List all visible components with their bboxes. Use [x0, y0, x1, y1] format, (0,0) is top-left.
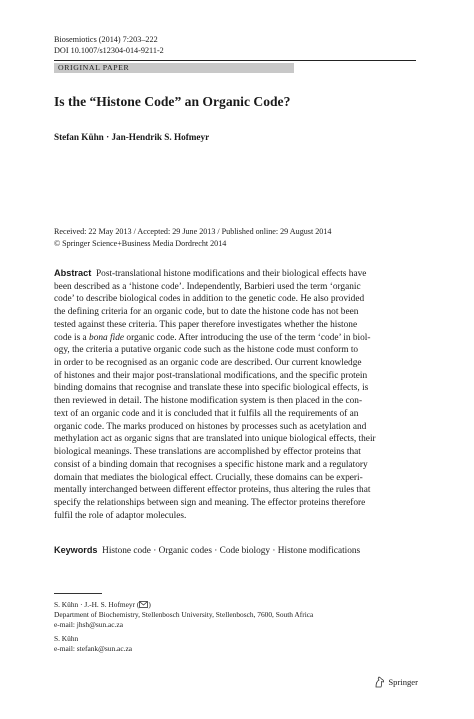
publisher-name: Springer — [388, 677, 418, 687]
journal-info — [54, 34, 164, 56]
section-label: ORIGINAL PAPER — [58, 63, 130, 72]
abstract-line: organic code. The marks produced on histones by processes such as acetylation and — [54, 421, 367, 432]
footnote-affiliation: Department of Biochemistry, Stellenbosch University, Stellenbosch, 7600, South Africa — [54, 610, 314, 619]
abstract-line: mentally interchanged between different effector proteins, thus altering the rules that — [54, 485, 371, 496]
abstract-line: in order to be recognised as an organic code are described. Our current knowledge — [54, 358, 362, 369]
footnote-email-2: e-mail: stefank@sun.ac.za — [54, 644, 133, 653]
abstract-line: methylation act as organic signs that are translated into unique biological effects, their — [54, 434, 376, 445]
article-title: Is the “Histone Code” an Organic Code? — [54, 94, 291, 109]
abstract-line: specify the relationships between sign and meaning. The effector proteins therefore — [54, 497, 366, 508]
abstract-line: code’ to describe biological codes in addition to the genetic code. He also provided — [54, 294, 365, 305]
bona-fide-italic: bona fide — [89, 332, 125, 343]
abstract-line: binding domains that recognise and translate these into specific biological effects, is — [54, 383, 369, 394]
abstract-line: code is a bona fide organic code. After introducing the use of the term ‘code’ in biol- — [54, 332, 371, 343]
keywords-label: Keywords — [54, 545, 98, 555]
abstract-line: of histones and their major post-translational modifications, and the specific protein — [54, 370, 368, 381]
abstract-line: tested against these criteria. This paper therefore investigates whether the histone — [54, 319, 358, 330]
abstract-line: text of an organic code and it is concluded that it fulfils all the requirements of an — [54, 408, 359, 419]
abstract-line: the defining criteria for an organic code, but to date the histone code has not been — [54, 307, 359, 318]
abstract-line: Abstract Post-translational histone modifications and their biological effects have — [54, 268, 367, 279]
springer-horse-logo — [374, 676, 385, 688]
journal-citation: Biosemiotics (2014) 7:203–222 — [54, 35, 158, 44]
keywords-list: Histone code · Organic codes · Code biology · Histone modifications — [102, 546, 361, 556]
footnote-rule — [54, 593, 102, 594]
header-rule — [54, 60, 416, 61]
footnote-email-1: e-mail: jhsh@sun.ac.za — [54, 620, 123, 629]
publication-dates — [54, 226, 331, 250]
abstract-line: ogy, the criteria a putative organic code such as the histone code must conform to — [54, 345, 359, 356]
abstract-line: then reviewed in detail. The histone modification system is then placed in the con- — [54, 396, 363, 407]
abstract-line: domain that mediates the biological effect. Crucially, these domains can be experi- — [54, 472, 363, 483]
abstract-line: biological meanings. These translations are accomplished by effector proteins that — [54, 447, 361, 458]
copyright-line: © Springer Science+Business Media Dordrecht 2014 — [54, 239, 227, 248]
abstract-label: Abstract — [54, 268, 92, 278]
abstract-line: been described as a ‘histone code’. Independently, Barbieri used the term ‘organic — [54, 281, 361, 292]
footnote-name-2: S. Kühn — [54, 634, 79, 643]
abstract — [54, 267, 416, 522]
keywords — [54, 544, 360, 557]
history-dates: Received: 22 May 2013 / Accepted: 29 June 2013 / Published online: 29 August 2014 — [54, 227, 332, 236]
abstract-line: fulfil the role of adaptor molecules. — [54, 510, 187, 521]
abstract-line: consist of a binding domain that recognises a specific histone mark and a regulatory — [54, 459, 368, 470]
publisher-mark — [374, 676, 418, 688]
article-authors: Stefan Kühn · Jan-Hendrik S. Hofmeyr — [54, 132, 210, 142]
journal-doi: DOI 10.1007/s12304-014-9211-2 — [54, 46, 164, 55]
footnote-authors: S. Kühn · J.-H. S. Hofmeyr ( ) — [54, 600, 151, 609]
